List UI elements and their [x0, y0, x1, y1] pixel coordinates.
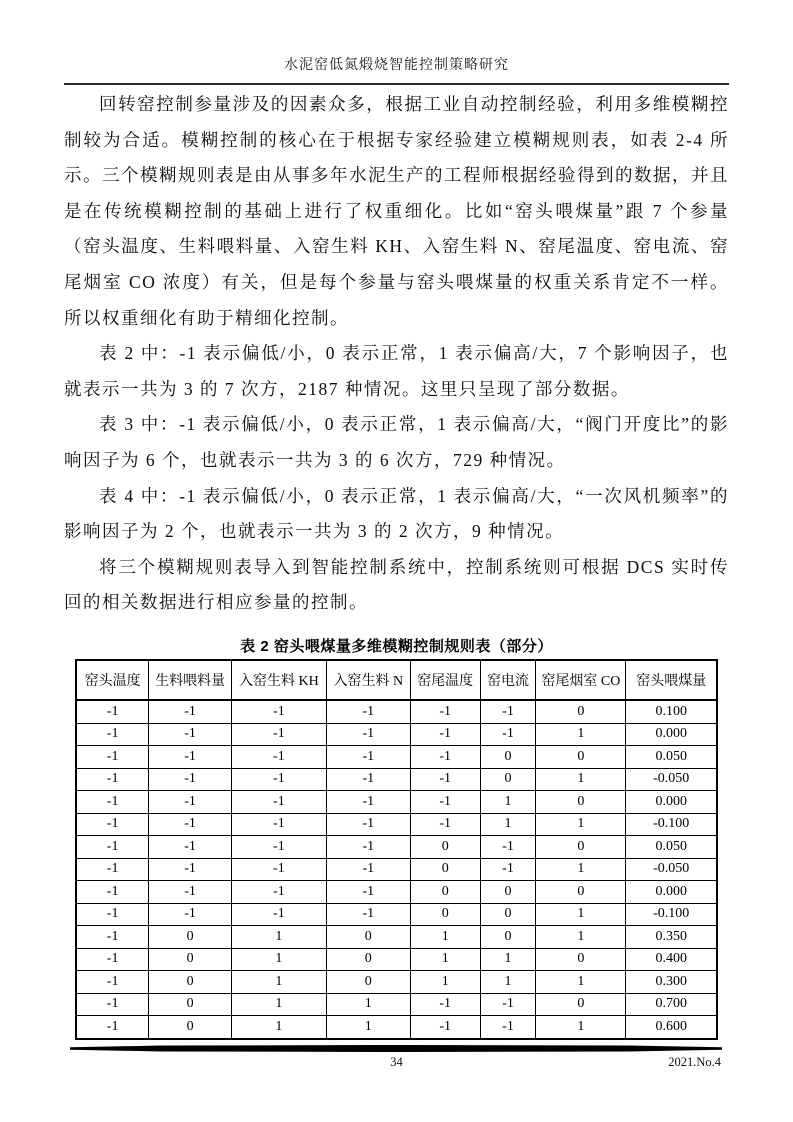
table-row: [76, 768, 717, 791]
table-cell: -1: [231, 836, 326, 859]
table-cell: -1: [410, 746, 480, 769]
table-cell: -1: [76, 700, 149, 723]
table-cell: -1: [149, 836, 232, 859]
table-cell: -1: [480, 858, 536, 881]
table-cell: -1: [480, 993, 536, 1016]
table-cell: 0.350: [626, 926, 717, 949]
table-cell: 1: [231, 971, 326, 994]
table-cell: -1: [231, 791, 326, 814]
header-rule: [64, 83, 729, 85]
table-cell: 0: [536, 993, 626, 1016]
table-cell: -0.050: [626, 768, 717, 791]
table-cell: -1: [326, 836, 410, 859]
table-cell: -1: [231, 700, 326, 723]
table-cell: 1: [536, 903, 626, 926]
table-cell: 0: [326, 948, 410, 971]
rules-table-body: [76, 700, 717, 1039]
table-cell: -1: [410, 993, 480, 1016]
table-cell: 0: [536, 746, 626, 769]
table-cell: 0.600: [626, 1016, 717, 1039]
table-cell: 0: [480, 903, 536, 926]
table-cell: -1: [231, 903, 326, 926]
table-cell: -1: [326, 813, 410, 836]
body-text: [64, 87, 729, 621]
table-cell: -1: [326, 768, 410, 791]
table-cell: -1: [76, 858, 149, 881]
table-cell: 0.300: [626, 971, 717, 994]
table-cell: -1: [410, 700, 480, 723]
table-cell: -1: [480, 836, 536, 859]
table-cell: -1: [149, 903, 232, 926]
table-cell: -1: [76, 903, 149, 926]
table-cell: 0.700: [626, 993, 717, 1016]
table-cell: 1: [536, 813, 626, 836]
table-cell: -1: [410, 791, 480, 814]
column-header: 生料喂料量: [149, 660, 232, 700]
table-cell: 0: [326, 971, 410, 994]
table-cell: 0: [480, 926, 536, 949]
table-cell: 0: [536, 836, 626, 859]
table-cell: 1: [480, 791, 536, 814]
table-cell: 0: [149, 1016, 232, 1039]
table-cell: -1: [76, 926, 149, 949]
table-cell: 1: [536, 971, 626, 994]
table-cell: 1: [536, 1016, 626, 1039]
table-cell: 1: [480, 813, 536, 836]
table-cell: 0: [326, 926, 410, 949]
column-header: 窑电流: [480, 660, 536, 700]
table-row: [76, 948, 717, 971]
page-number: 34: [390, 1055, 403, 1069]
table-cell: -1: [480, 700, 536, 723]
table-cell: -1: [326, 723, 410, 746]
table-cell: -1: [231, 881, 326, 904]
table-cell: 0.000: [626, 881, 717, 904]
table-cell: -1: [326, 881, 410, 904]
table-cell: -1: [76, 948, 149, 971]
column-header: 窑尾烟室 CO: [536, 660, 626, 700]
table-cell: 0: [480, 746, 536, 769]
table-cell: 0.000: [626, 723, 717, 746]
table-cell: -1: [326, 903, 410, 926]
rules-table-head-row: [76, 660, 717, 700]
table-row: [76, 881, 717, 904]
table-cell: -1: [76, 768, 149, 791]
table-cell: 1: [536, 926, 626, 949]
table-row: [76, 971, 717, 994]
paragraph-4: 表 4 中：-1 表示偏低/小，0 表示正常，1 表示偏高/大，“一次风机频率”的影响因子为 2 个，也就表示一共为 3 的 2 次方，9 种情况。: [64, 485, 729, 542]
table-cell: 1: [536, 723, 626, 746]
table-cell: -1: [76, 746, 149, 769]
table-cell: 1: [231, 948, 326, 971]
table-row: [76, 903, 717, 926]
table-cell: -1: [76, 791, 149, 814]
table-cell: -1: [149, 881, 232, 904]
paragraph-3: 表 3 中：-1 表示偏低/小，0 表示正常，1 表示偏高/大，“阀门开度比”的影响因子为 6 个，也就表示一共为 3 的 6 次方，729 种情况。: [64, 414, 729, 470]
table-cell: -1: [410, 768, 480, 791]
table-row: [76, 723, 717, 746]
table-cell: -1: [76, 971, 149, 994]
table-cell: -1: [231, 768, 326, 791]
table-cell: 0: [480, 768, 536, 791]
paragraph-5: 将三个模糊规则表导入到智能控制系统中，控制系统则可根据 DCS 实时传回的相关数据进行相应参量的控制。: [64, 556, 729, 613]
table-cell: 0: [480, 881, 536, 904]
running-header-title: 水泥窑低氮煅烧智能控制策略研究: [284, 58, 509, 73]
table-cell: -0.100: [626, 813, 717, 836]
table-cell: -1: [480, 723, 536, 746]
table-cell: -1: [149, 746, 232, 769]
table-cell: 0.400: [626, 948, 717, 971]
table-cell: -1: [410, 813, 480, 836]
table-cell: 0: [410, 836, 480, 859]
table-cell: 0.050: [626, 746, 717, 769]
table-row: [76, 1016, 717, 1039]
table-cell: 0: [536, 948, 626, 971]
table-cell: -1: [326, 791, 410, 814]
table-cell: -0.100: [626, 903, 717, 926]
table-cell: 0: [410, 858, 480, 881]
column-header: 窑头温度: [76, 660, 149, 700]
footer-rule: [70, 1045, 722, 1052]
table-cell: 1: [326, 993, 410, 1016]
column-header: 入窑生料 N: [326, 660, 410, 700]
table-cell: -1: [231, 858, 326, 881]
table-cell: -1: [410, 723, 480, 746]
table-cell: 1: [231, 993, 326, 1016]
column-header: 入窑生料 KH: [231, 660, 326, 700]
table-cell: 0.000: [626, 791, 717, 814]
table-caption: 表 2 窑头喂煤量多维模糊控制规则表（部分）: [240, 638, 553, 655]
table-row: [76, 926, 717, 949]
table-cell: 0: [536, 700, 626, 723]
table-cell: 1: [231, 1016, 326, 1039]
table-cell: 1: [536, 768, 626, 791]
table-cell: 0: [149, 926, 232, 949]
table-cell: -1: [231, 813, 326, 836]
column-header: 窑头喂煤量: [626, 660, 717, 700]
table-cell: 0: [149, 993, 232, 1016]
table-cell: 1: [326, 1016, 410, 1039]
table-row: [76, 700, 717, 723]
table-cell: 0: [149, 971, 232, 994]
table-cell: 0.050: [626, 836, 717, 859]
table-cell: 0: [410, 903, 480, 926]
table-cell: -1: [326, 858, 410, 881]
table-cell: 0: [149, 948, 232, 971]
table-cell: -1: [326, 746, 410, 769]
table-cell: -1: [149, 858, 232, 881]
table-cell: -1: [76, 836, 149, 859]
table-cell: 0: [410, 881, 480, 904]
table-row: [76, 791, 717, 814]
footer: [64, 1055, 729, 1075]
table-cell: -0.050: [626, 858, 717, 881]
table-cell: -1: [480, 1016, 536, 1039]
paragraph-2: 表 2 中：-1 表示偏低/小，0 表示正常，1 表示偏高/大，7 个影响因子，也就表示一共为 3 的 7 次方，2187 种情况。这里只呈现了部分数据。: [64, 343, 729, 399]
table-cell: 1: [480, 948, 536, 971]
table-cell: -1: [326, 700, 410, 723]
table-cell: -1: [231, 746, 326, 769]
paragraph-1: 回转窑控制参量涉及的因素众多，根据工业自动控制经验，利用多维模糊控制较为合适。模糊控制的核心在于根据专家经验建立模糊规则表，如表 2-4 所示。三个模糊规则表是由从事多年水泥生产的工程师根据经验得到的数据，并且是在传统模糊控制的基础上进行了权重细化。比如“窑头喂煤量”跟 7 个参量（窑头温度、生料喂料量、入窑生料 KH、入窑生料 N、窑尾温度、窑电流、窑尾烟室 CO 浓度）有关，但是每个参量与窑头喂煤量的权重关系肯定不一样。所以权重细化有助于精细化控制。: [64, 94, 729, 328]
column-header: 窑尾温度: [410, 660, 480, 700]
table-cell: -1: [76, 1016, 149, 1039]
table-row: [76, 813, 717, 836]
fuzzy-rules-table: [75, 659, 718, 1040]
table-cell: -1: [410, 1016, 480, 1039]
table-cell: -1: [76, 881, 149, 904]
table-cell: -1: [231, 723, 326, 746]
table-cell: 1: [536, 858, 626, 881]
table-cell: -1: [149, 791, 232, 814]
table-cell: -1: [76, 813, 149, 836]
table-cell: -1: [149, 813, 232, 836]
table-cell: -1: [76, 993, 149, 1016]
table-cell: -1: [149, 723, 232, 746]
table-cell: 1: [410, 948, 480, 971]
table-cell: 1: [410, 971, 480, 994]
table-cell: 1: [480, 971, 536, 994]
table-row: [76, 858, 717, 881]
table-row: [76, 993, 717, 1016]
table-cell: -1: [149, 700, 232, 723]
table-cell: 0: [536, 791, 626, 814]
table-cell: 1: [231, 926, 326, 949]
table-cell: -1: [149, 768, 232, 791]
table-cell: -1: [76, 723, 149, 746]
table-cell: 0.100: [626, 700, 717, 723]
table-row: [76, 746, 717, 769]
table-cell: 1: [410, 926, 480, 949]
table-row: [76, 836, 717, 859]
table-cell: 0: [536, 881, 626, 904]
issue-number: 2021.No.4: [668, 1055, 721, 1069]
